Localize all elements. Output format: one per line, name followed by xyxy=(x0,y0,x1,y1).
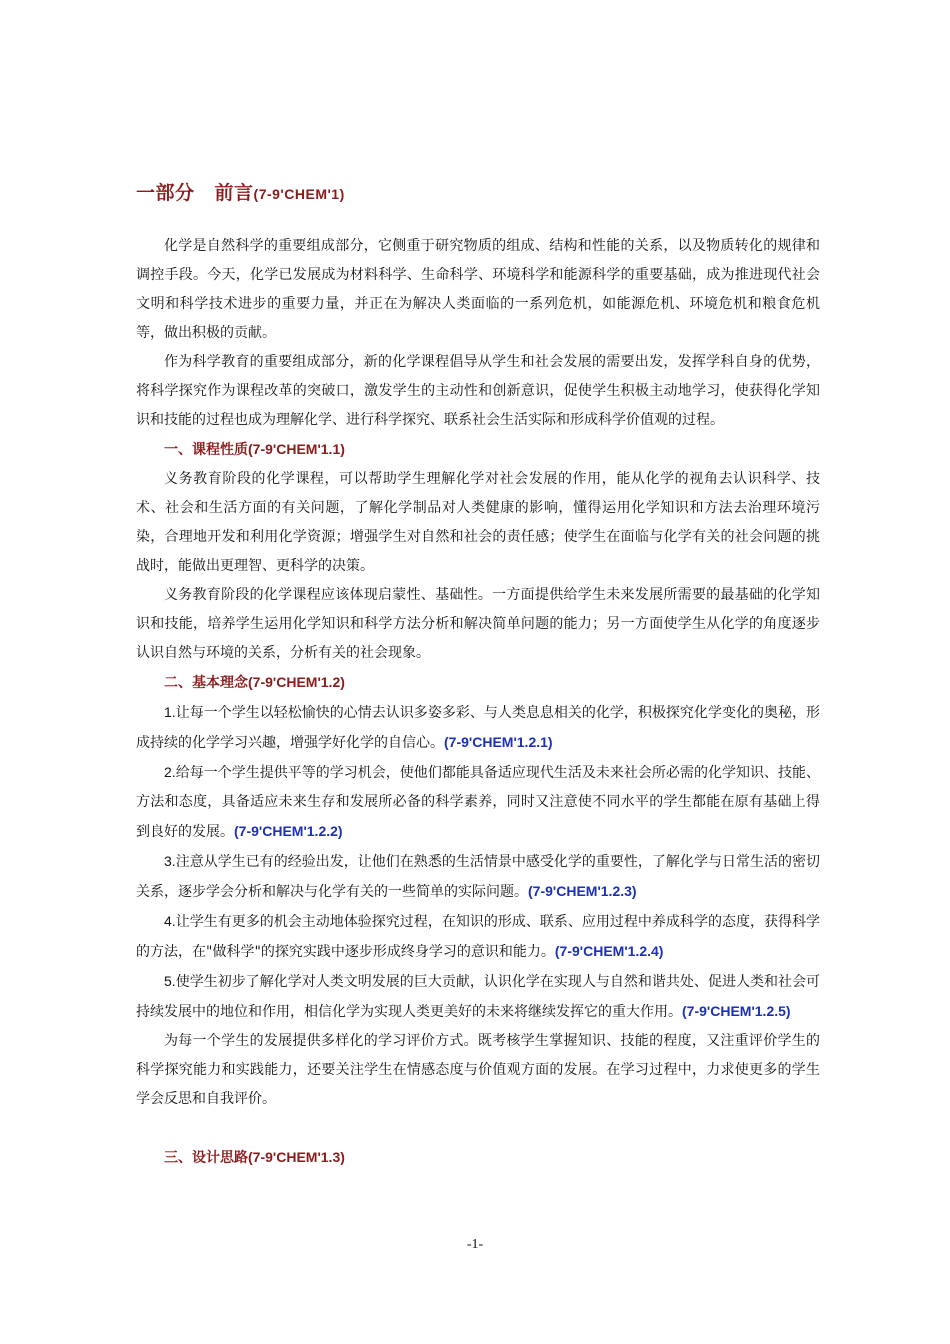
section-heading-design: 三、设计思路(7-9'CHEM'1.3) xyxy=(164,1149,345,1166)
document-body xyxy=(136,232,820,1173)
part-title-text: 一部分 xyxy=(136,182,195,204)
concept-ref-1: (7-9'CHEM'1.2.1) xyxy=(444,734,553,750)
nature-paragraph-1: 义务教育阶段的化学课程，可以帮助学生理解化学对社会发展的作用，能从化学的视角去认识科学、技术、社会和生活方面的有关问题，了解化学制品对人类健康的影响，懂得运用化学知识和方法去治理环境污染，合理地开发和利用化学资源；增强学生对自然和社会的责任感；使学生在面临与化学有关的社会问题的挑战时，能做出更理智、更科学的决策。 xyxy=(136,471,820,574)
spacer xyxy=(136,1114,820,1143)
concept-item-4: 4.让学生有更多的机会主动地体验探究过程，在知识的形成、联系、应用过程中养成科学的态度，获得科学的方法，在"做科学"的探究实践中逐步形成终身学习的意识和能力。(7-9'CHEM'1.2.4) xyxy=(136,913,820,960)
part-code: (7-9'CHEM'1) xyxy=(253,186,345,202)
concept-item-5: 5.使学生初步了解化学对人类文明发展的巨大贡献，认识化学在实现人与自然和谐共处、促进人类和社会可持续发展中的地位和作用，相信化学为实现人类更美好的未来将继续发挥它的重大作用。(7-9'CHEM'1.2.5) xyxy=(136,973,820,1020)
concept-ref-2: (7-9'CHEM'1.2.2) xyxy=(234,823,343,839)
concept-item-3: 3.注意从学生已有的经验出发，让他们在熟悉的生活情景中感受化学的重要性，了解化学与日常生活的密切关系，逐步学会分析和解决与化学有关的一些简单的实际问题。(7-9'CHEM'1.2.3) xyxy=(136,853,820,900)
intro-paragraph-1: 化学是自然科学的重要组成部分，它侧重于研究物质的组成、结构和性能的关系，以及物质转化的规律和调控手段。今天，化学已发展成为材料科学、生命科学、环境科学和能源科学的重要基础，成为推进现代社会文明和科学技术进步的重要力量，并正在为解决人类面临的一系列危机，如能源危机、环境危机和粮食危机等，做出积极的贡献。 xyxy=(136,238,820,341)
section-heading-concepts: 二、基本理念(7-9'CHEM'1.2) xyxy=(164,674,345,691)
concept-item-1: 1.让每一个学生以轻松愉快的心情去认识多姿多彩、与人类息息相关的化学，积极探究化学变化的奥秘，形成持续的化学学习兴趣，增强学好化学的自信心。(7-9'CHEM'1.2.1) xyxy=(136,704,820,751)
concept-ref-3: (7-9'CHEM'1.2.3) xyxy=(528,883,637,899)
part-subtitle: 前言 xyxy=(214,182,254,204)
intro-paragraph-2: 作为科学教育的重要组成部分，新的化学课程倡导从学生和社会发展的需要出发，发挥学科自身的优势，将科学探究作为课程改革的突破口，激发学生的主动性和创新意识，促使学生积极主动地学习，使获得化学知识和技能的过程也成为理解化学、进行科学探究、联系社会生活实际和形成科学价值观的过程。 xyxy=(136,354,820,428)
concept-item-2: 2.给每一个学生提供平等的学习机会，使他们都能具备适应现代生活及未来社会所必需的化学知识、技能、方法和态度，具备适应未来生存和发展所必备的科学素养，同时又注意使不同水平的学生都能在原有基础上得到良好的发展。(7-9'CHEM'1.2.2) xyxy=(136,764,820,840)
concepts-closing-paragraph: 为每一个学生的发展提供多样化的学习评价方式。既考核学生掌握知识、技能的程度，又注重评价学生的科学探究能力和实践能力，还要关注学生在情感态度与价值观方面的发展。在学习过程中，力求使更多的学生学会反思和自我评价。 xyxy=(136,1033,820,1107)
part-title xyxy=(136,178,345,205)
nature-paragraph-2: 义务教育阶段的化学课程应该体现启蒙性、基础性。一方面提供给学生未来发展所需要的最基础的化学知识和技能，培养学生运用化学知识和科学方法分析和解决简单问题的能力；另一方面使学生从化学的角度逐步认识自然与环境的关系，分析有关的社会现象。 xyxy=(136,587,820,661)
concept-ref-4: (7-9'CHEM'1.2.4) xyxy=(554,943,664,959)
page-number: -1- xyxy=(466,1237,484,1252)
section-heading-nature: 一、课程性质(7-9'CHEM'1.1) xyxy=(164,441,345,458)
concept-ref-5: (7-9'CHEM'1.2.5) xyxy=(682,1003,791,1019)
